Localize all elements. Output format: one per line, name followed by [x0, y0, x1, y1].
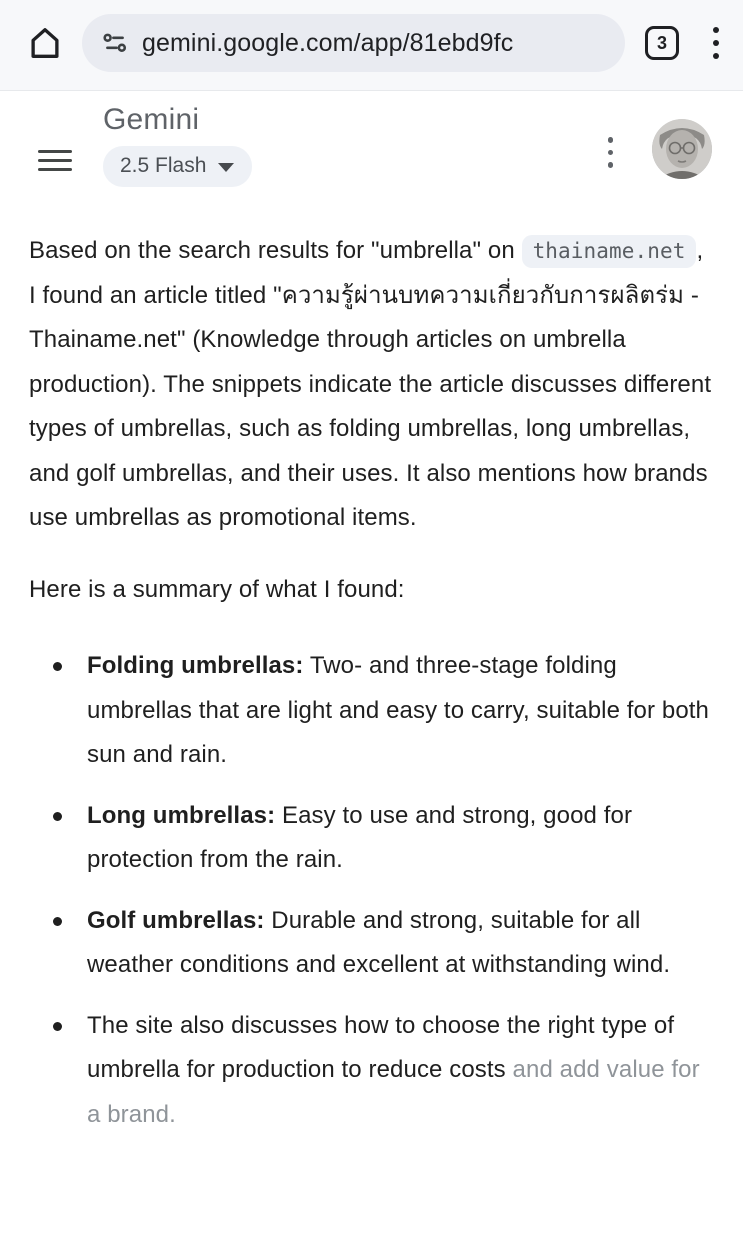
address-bar[interactable]: [82, 14, 625, 72]
list-item: [29, 644, 714, 778]
code-chip: thainame.net: [522, 235, 697, 268]
bullet-term: Long umbrellas:: [87, 801, 276, 829]
avatar-photo: [652, 119, 712, 179]
home-icon: [26, 24, 64, 62]
chat-response: [0, 210, 743, 1137]
gemini-header: [0, 91, 743, 210]
page-info-icon[interactable]: [102, 30, 128, 56]
menu-button[interactable]: [38, 142, 72, 179]
page-title: Gemini: [103, 103, 200, 136]
home-button[interactable]: [22, 20, 68, 66]
paragraph-text: Based on the search results for "umbrella" on: [29, 237, 522, 264]
kebab-menu-icon: [713, 27, 719, 33]
paragraph-text: , I found an article titled "ความรู้ผ่านบทความเกี่ยวกับการผลิตร่ม - Thainame.net" (Knowledge through articles on umbrella production). The snippets indicate the article discusses different types of umbrellas, such as folding umbrellas, long umbrellas, and golf umbrellas, and their uses. It also mentions how brands use umbrellas as promotional items.: [29, 237, 712, 531]
list-item: [29, 899, 714, 988]
chevron-down-icon: [218, 163, 234, 172]
summary-intro: Here is a summary of what I found:: [29, 575, 405, 603]
bullet-term: Folding umbrellas:: [87, 652, 304, 679]
hamburger-icon: [38, 150, 72, 153]
url-text: gemini.google.com/app/81ebd9fc: [142, 28, 514, 57]
bullet-text: Easy to use and strong, good for protection from the rain.: [87, 801, 633, 873]
bullet-text: Two- and three-stage folding umbrellas that are light and easy to carry, suitable for both sun and rain.: [87, 652, 709, 768]
browser-menu-button[interactable]: [707, 21, 725, 65]
avatar[interactable]: [652, 119, 712, 179]
model-selector[interactable]: [103, 146, 252, 187]
list-item: [29, 1004, 714, 1138]
tab-count: 3: [656, 32, 667, 53]
model-label: 2.5 Flash: [120, 154, 207, 177]
browser-toolbar: [0, 0, 743, 91]
list-item: [29, 794, 714, 883]
bullet-text-faded: and add value for a brand.: [87, 1056, 700, 1128]
summary-list: [29, 644, 714, 1137]
bullet-text: Durable and strong, suitable for all weather conditions and excellent at withstanding wind.: [87, 906, 671, 978]
title-block: [103, 103, 252, 187]
kebab-menu-icon: [608, 137, 614, 143]
conversation-menu-button[interactable]: [602, 131, 620, 174]
bullet-term: Golf umbrellas:: [87, 906, 265, 934]
response-paragraph: [29, 229, 714, 541]
tab-switcher-button[interactable]: [645, 26, 679, 60]
bullet-text: The site also discusses how to choose the right type of umbrella for production to reduce costs: [87, 1011, 675, 1083]
